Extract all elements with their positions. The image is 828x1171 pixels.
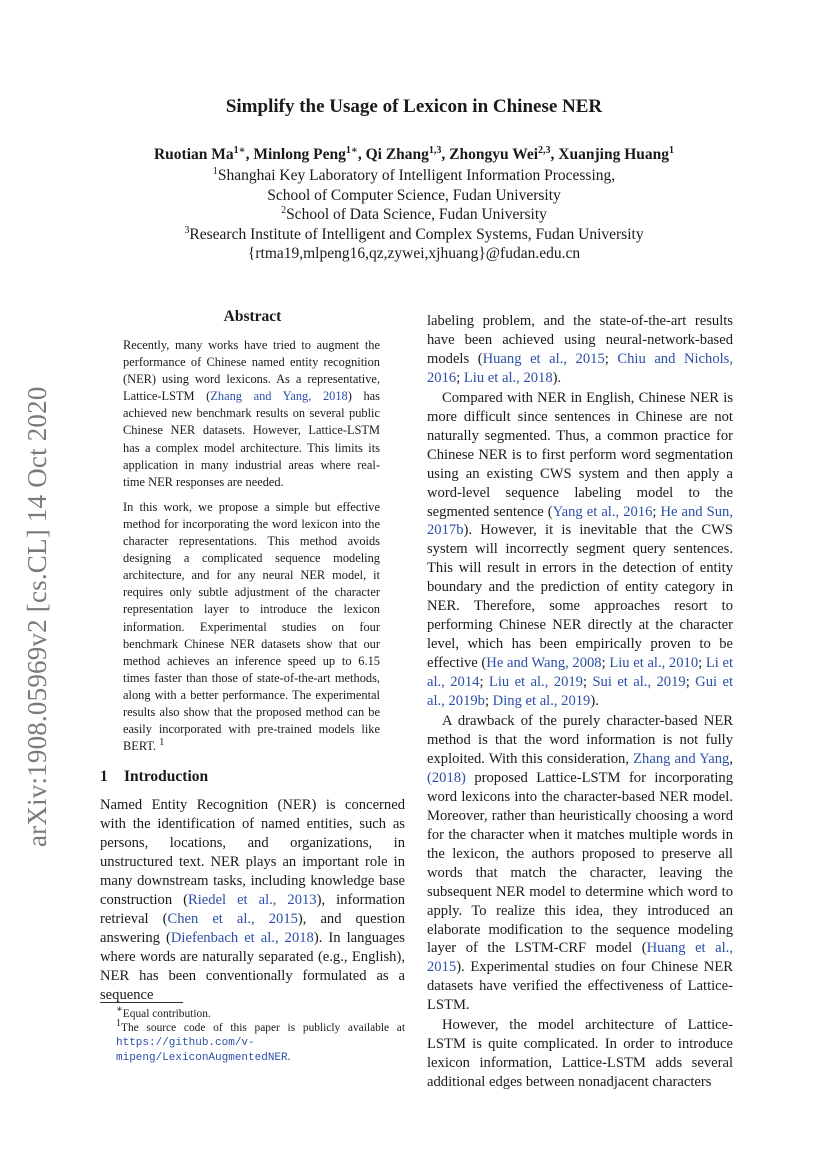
footnote-marker[interactable]: 1 [159, 737, 165, 749]
affiliation-line: $^1$Shanghai Key Laboratory of Intelligent Information Processing, [212, 165, 616, 184]
author: Qi Zhang$^{1,3}$ [365, 144, 442, 163]
text-run: ). In languages where words are naturally separated (e.g., English), NER has been conventionally formulated as a sequence [100, 930, 405, 1004]
text-run: ; [582, 674, 593, 691]
citation-link[interactable]: (2018) [427, 769, 466, 786]
text-run: Named Entity Recognition (NER) is concerned with the identification of named entities, such as persons, locations, and organizations, in unstructured text. NER plays an important role in many downstream tasks, including knowledge base construction ( [100, 797, 405, 909]
abstract [123, 337, 380, 755]
footnote: $^1$The source code of this paper is publicly available at https://github.com/v-mipeng/LexiconAugmentedNER. [116, 1018, 405, 1064]
affiliation-line: $^3$Research Institute of Intelligent and Complex Systems, Fudan University [184, 224, 644, 243]
citation-link[interactable]: Chen et al., 2015 [167, 911, 298, 928]
citation-link[interactable]: Zhang and Yang [633, 750, 730, 767]
source-code-link[interactable]: https://github.com/v-mipeng/LexiconAugmentedNER [116, 1037, 288, 1064]
citation-link[interactable]: Huang et al., 2015 [482, 350, 605, 367]
text-run: ; [479, 674, 489, 691]
body-paragraph [427, 389, 733, 711]
text-run: ). However, it is inevitable that the CWS system will incorrectly segment query sentences. This will result in errors in the detection of entity boundary and the prediction of entity category in NER. Therefore, some approaches resort to performing Chinese NER directly at the character level, which has been empirically proven to be effective ( [427, 522, 733, 672]
citation-link[interactable]: Sui et al., 2019 [592, 674, 686, 691]
footnote-rule [100, 1002, 183, 1003]
author: Xuanjing Huang$^1$ [558, 144, 674, 163]
section-heading-introduction [100, 768, 405, 786]
author-list: Ruotian $Ma^{1∗}$, Minlong Peng$^{1∗}$, Qi Zhang$^{1,3}$, Zhongyu Wei$^{2,3}$, Xuanjing Huang$^1$ [153, 144, 674, 163]
text-run: ; [604, 350, 618, 367]
citation-link[interactable]: Zhang and Yang, 2018 [210, 389, 348, 404]
text-run: ; [601, 655, 610, 672]
author: Ruotian $Ma^{1∗}$ [153, 144, 246, 163]
citation-link[interactable]: Liu et al., 2019 [488, 674, 583, 691]
intro-paragraph [100, 796, 405, 1005]
text-run: ; [484, 693, 493, 710]
abstract-paragraph [123, 337, 380, 491]
text-run: ), information retrieval ( [100, 892, 406, 928]
author: Minlong Peng$^{1∗}$ [253, 144, 358, 163]
text-run: ; [652, 503, 661, 520]
text-run: ; [456, 369, 464, 386]
citation-link[interactable]: Ding et al., 2019 [492, 693, 591, 710]
citation-link[interactable]: He and Sun, 2017b [427, 503, 733, 539]
text-run: ). [590, 693, 599, 710]
text-run: ). [552, 369, 562, 386]
section-title: Introduction [124, 768, 209, 786]
text-run: proposed Lattice-LSTM for incorporating word lexicons into the character-based NER model. Moreover, rather than heuristically choosing a word for the character when it matches multiple words in the lexicon, the authors proposed to preserve all words that match the character, leaving the subsequent NER model to determine which word to apply. To realize this idea, they introduced an elaborate modification to the sequence modeling layer of the LSTM-CRF model ( [427, 769, 733, 957]
citation-link[interactable]: Liu et al., 2018 [463, 369, 553, 386]
text-run: Recently, many works have tried to augment the performance of Chinese named entity recognition (NER) using word lexicons. As a representative, Lattice-LSTM ( [123, 338, 380, 404]
right-column [427, 312, 733, 1092]
author-emails: {rtma19,mlpeng16,qz,zywei,xjhuang}@fudan.edu.cn [247, 245, 581, 262]
affiliation-line: School of Computer Science, Fudan University [267, 186, 561, 204]
text-run: ) has achieved new benchmark results on several public Chinese NER datasets. However, Lattice-LSTM has a complex model architecture. This limits its application in many industrial areas where real-time NER responses are needed. [123, 389, 380, 489]
text-run: ). Experimental studies on four Chinese NER datasets have verified the effectiveness of Lattice-LSTM. [427, 959, 733, 1014]
citation-link[interactable]: Li et al., 2014 [427, 655, 734, 691]
citation-link[interactable]: Liu et al., 2010 [609, 655, 699, 672]
author: Zhongyu Wei$^{2,3}$ [449, 144, 551, 163]
text-run: A drawback of the purely character-based NER method is that the word information is not fully exploited. With this consideration, [427, 713, 733, 767]
paper-title: Simplify the Usage of Lexicon in Chinese NER [225, 96, 603, 117]
footnotes [100, 1002, 405, 1065]
text-run: However, the model architecture of Lattice-LSTM is quite complicated. In order to introduce lexicon information, Lattice-LSTM adds several additional edges between nonadjacent characters [427, 1017, 733, 1091]
affiliation-line: $^2$School of Data Science, Fudan University [281, 204, 547, 223]
abstract-paragraph [123, 499, 380, 755]
text-run: ; [698, 655, 706, 672]
citation-link[interactable]: He and Wang, 2008 [486, 655, 602, 672]
text-run: In this work, we propose a simple but effective method for incorporating the word lexicon into the character representations. This method avoids designing a complicated sequence modeling architecture, and for any neural NER model, it requires only subtle adjustment of the character representation layer to introduce the lexicon information. Experimental studies on four benchmark Chinese NER datasets show that our method achieves an inference speed up to 6.15 times faster than those of state-of-the-art methods, along with a better performance. The experimental results also show that the proposed method can be easily incorporated with pre-trained models like BERT. [123, 499, 380, 754]
body-paragraph [427, 712, 733, 1015]
citation-link[interactable]: Huang et al., 2015 [427, 940, 733, 976]
citation-link[interactable]: Yang et al., 2016 [552, 503, 653, 520]
footnote: ∗Equal contribution. [116, 1004, 211, 1020]
arxiv-stamp: arXiv:1908.05969v2 [cs.CL] 14 Oct 2020 [22, 386, 52, 847]
body-paragraph [427, 312, 733, 388]
citation-link[interactable]: Diefenbach et al., 2018 [170, 930, 314, 947]
citation-link[interactable]: Riedel et al., 2013 [188, 892, 317, 909]
citation-link[interactable]: Gui et al., 2019b [427, 674, 734, 710]
citation-link[interactable]: Chiu and Nichols, 2016 [427, 350, 734, 386]
left-column [100, 308, 405, 1005]
text-run: ; [685, 674, 696, 691]
abstract-heading: Abstract [223, 308, 282, 325]
text-run: ), and question answering ( [100, 911, 405, 947]
body-paragraph [427, 1016, 733, 1092]
section-number: 1 [100, 768, 108, 786]
text-run: , [729, 750, 734, 767]
text-run: Compared with NER in English, Chinese NER is more difficult since sentences in Chinese are not naturally segmented. Thus, a common practice for Chinese NER is to first perform word segmentation using an existing CWS system and then apply a word-level sequence labeling model to the segmented sentence ( [427, 389, 733, 520]
text-run: labeling problem, and the state-of-the-art results have been achieved using neural-network-based models ( [427, 313, 733, 367]
affiliations [0, 166, 828, 264]
